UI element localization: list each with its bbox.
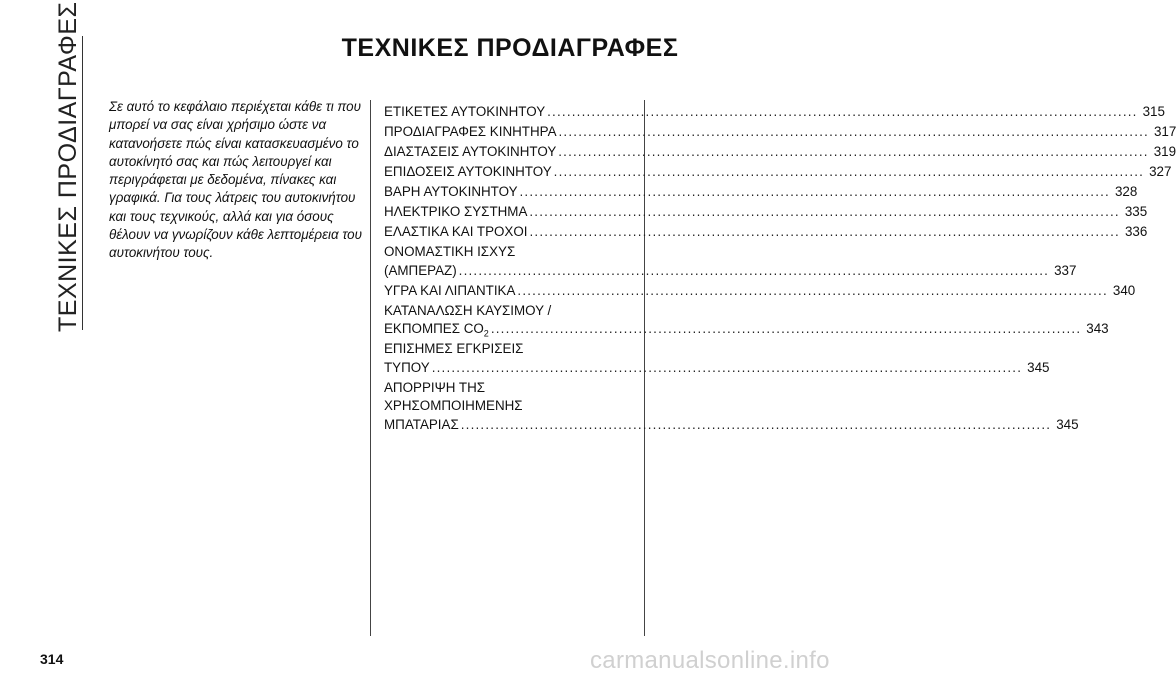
- toc-entry-text: [384, 282, 515, 301]
- toc-entry-text: ΟΝΟΜΑΣΤΙΚΗ ΙΣΧΥΣ: [384, 244, 516, 259]
- toc-entry-text: [384, 103, 545, 122]
- toc-page-number: 315: [1142, 104, 1165, 119]
- toc-page-number: 335: [1124, 204, 1148, 219]
- side-chapter-title: ΤΕΧΝΙΚΕΣ ΠΡΟΔΙΑΓΡΑΦΕΣ: [54, 1, 82, 332]
- toc-entry-label: ΕΤΙΚΕΤΕΣ ΑΥΤΟΚΙΝΗΤΟΥ: [384, 104, 546, 119]
- watermark: carmanualsonline.info: [590, 647, 830, 674]
- toc-entry-label: ΠΡΟΔΙΑΓΡΑΦΕΣ ΚΙΝΗΤΗΡΑ: [384, 124, 557, 139]
- toc-entry-label: ΕΚΠΟΜΠΕΣ CO: [384, 321, 484, 336]
- toc-page-number: 336: [1124, 224, 1148, 239]
- toc-leader-dots: ........................................................................................................................: [529, 204, 1120, 219]
- toc-leader-dots: ........................................................................................................................: [558, 124, 1149, 139]
- toc-page-number: 343: [1086, 321, 1109, 336]
- toc-page-number: 345: [1027, 359, 1050, 375]
- toc-entry-label: ΕΠΙΔΟΣΕΙΣ ΑΥΤΟΚΙΝΗΤΟΥ: [384, 164, 552, 179]
- toc-leader-dots: ........................................................................................................................: [558, 144, 1149, 159]
- toc-entry[interactable]: [384, 379, 1079, 435]
- toc-entry-label: ΔΙΑΣΤΑΣΕΙΣ ΑΥΤΟΚΙΝΗΤΟΥ: [384, 144, 557, 159]
- page-title: ΤΕΧΝΙΚΕΣ ΠΡΟΔΙΑΓΡΑΦΕΣ: [341, 34, 679, 62]
- toc-leader-dots: ........................................................................................................................: [519, 184, 1110, 199]
- toc-entry-text: [384, 163, 552, 182]
- toc-entry-text: [384, 359, 430, 378]
- toc-leader-dots: ........................................................................................................................: [490, 321, 1082, 336]
- toc-entry-text: [384, 262, 457, 281]
- toc-entry-text: [384, 143, 556, 162]
- toc-leader-dots: ........................................................................................................................: [517, 282, 1108, 298]
- toc-entry-label: ΤΥΠΟΥ: [384, 359, 430, 375]
- toc-leader-dots: ........................................................................................................................: [431, 359, 1023, 375]
- toc-entry[interactable]: [384, 340, 1050, 377]
- toc-entry-text: [384, 416, 459, 435]
- toc-entry[interactable]: [384, 203, 1148, 222]
- toc-entry-label: (ΑΜΠΕΡΑΖ): [384, 262, 457, 278]
- toc-entry[interactable]: [384, 123, 1176, 142]
- toc-entry[interactable]: [384, 183, 1138, 202]
- toc-entry-subscript: 2: [483, 328, 489, 339]
- toc-leader-dots: ........................................................................................................................: [529, 224, 1120, 239]
- toc-entry-text: [384, 123, 557, 142]
- toc-leader-dots: ........................................................................................................................: [458, 262, 1050, 278]
- toc-entry-label: ΒΑΡΗ ΑΥΤΟΚΙΝΗΤΟΥ: [384, 184, 518, 199]
- toc-leader-dots: ........................................................................................................................: [547, 104, 1138, 119]
- toc-page-number: 319: [1153, 144, 1176, 159]
- toc-entry-text: [384, 320, 489, 339]
- toc-entry-text: ΧΡΗΣΟΜΠΟΙΗΜΕΝΗΣ: [384, 398, 523, 413]
- toc-entry-text: ΕΠΙΣΗΜΕΣ ΕΓΚΡΙΣΕΙΣ: [384, 341, 524, 356]
- page-number: 314: [40, 651, 64, 667]
- toc-page-number: 345: [1056, 416, 1079, 432]
- toc-leader-dots: ........................................................................................................................: [460, 416, 1052, 432]
- toc-page-number: 328: [1114, 184, 1138, 199]
- toc-entry[interactable]: [384, 302, 1109, 339]
- table-of-contents: [384, 103, 1176, 436]
- column-divider-left: [370, 100, 371, 636]
- toc-entry[interactable]: [384, 243, 1077, 280]
- toc-page-number: 337: [1054, 262, 1077, 278]
- toc-entry-text: ΚΑΤΑΝΑΛΩΣΗ ΚΑΥΣΙΜΟΥ /: [384, 302, 552, 318]
- toc-entry[interactable]: [384, 223, 1148, 242]
- toc-entry-label: ΕΛΑΣΤΙΚΑ ΚΑΙ ΤΡΟΧΟΙ: [384, 224, 528, 239]
- toc-entry-text: ΑΠΟΡΡΙΨΗ ΤΗΣ: [384, 379, 486, 395]
- toc-page-number: 327: [1149, 164, 1172, 179]
- intro-paragraph: Σε αυτό το κεφάλαιο περιέχεται κάθε τι που μπορεί να σας είναι χρήσιμο ώστε να κατανοήσετε πώς είναι κατασκευασμένο το αυτοκίνητό σας και πώς λειτουργεί και περιγράφεται με δεδομένα, πίνακες και γραφικά. Για τους λάτρεις του αυτοκινήτου και τους τεχνικούς, αλλά και για όσους θέλουν να γνωρίζουν κάθε λεπτομέρεια του αυτοκινήτου τους.: [109, 99, 362, 261]
- toc-page-number: 317: [1153, 124, 1176, 139]
- toc-page-number: 340: [1112, 282, 1136, 298]
- toc-leader-dots: ........................................................................................................................: [553, 164, 1145, 179]
- toc-entry-label: ΗΛΕΚΤΡΙΚΟ ΣΥΣΤΗΜΑ: [384, 204, 528, 219]
- toc-entry-text: [384, 203, 527, 222]
- toc-entry-label: ΥΓΡΑ ΚΑΙ ΛΙΠΑΝΤΙΚΑ: [384, 282, 516, 298]
- side-divider: [82, 36, 83, 330]
- toc-entry-text: [384, 223, 527, 242]
- side-title-container: [51, 1, 85, 332]
- toc-entry[interactable]: [384, 163, 1172, 182]
- toc-entry-label: ΜΠΑΤΑΡΙΑΣ: [384, 416, 459, 432]
- toc-entry[interactable]: [384, 282, 1136, 301]
- toc-entry[interactable]: [384, 103, 1165, 122]
- toc-entry-text: [384, 183, 518, 202]
- toc-entry[interactable]: [384, 143, 1176, 162]
